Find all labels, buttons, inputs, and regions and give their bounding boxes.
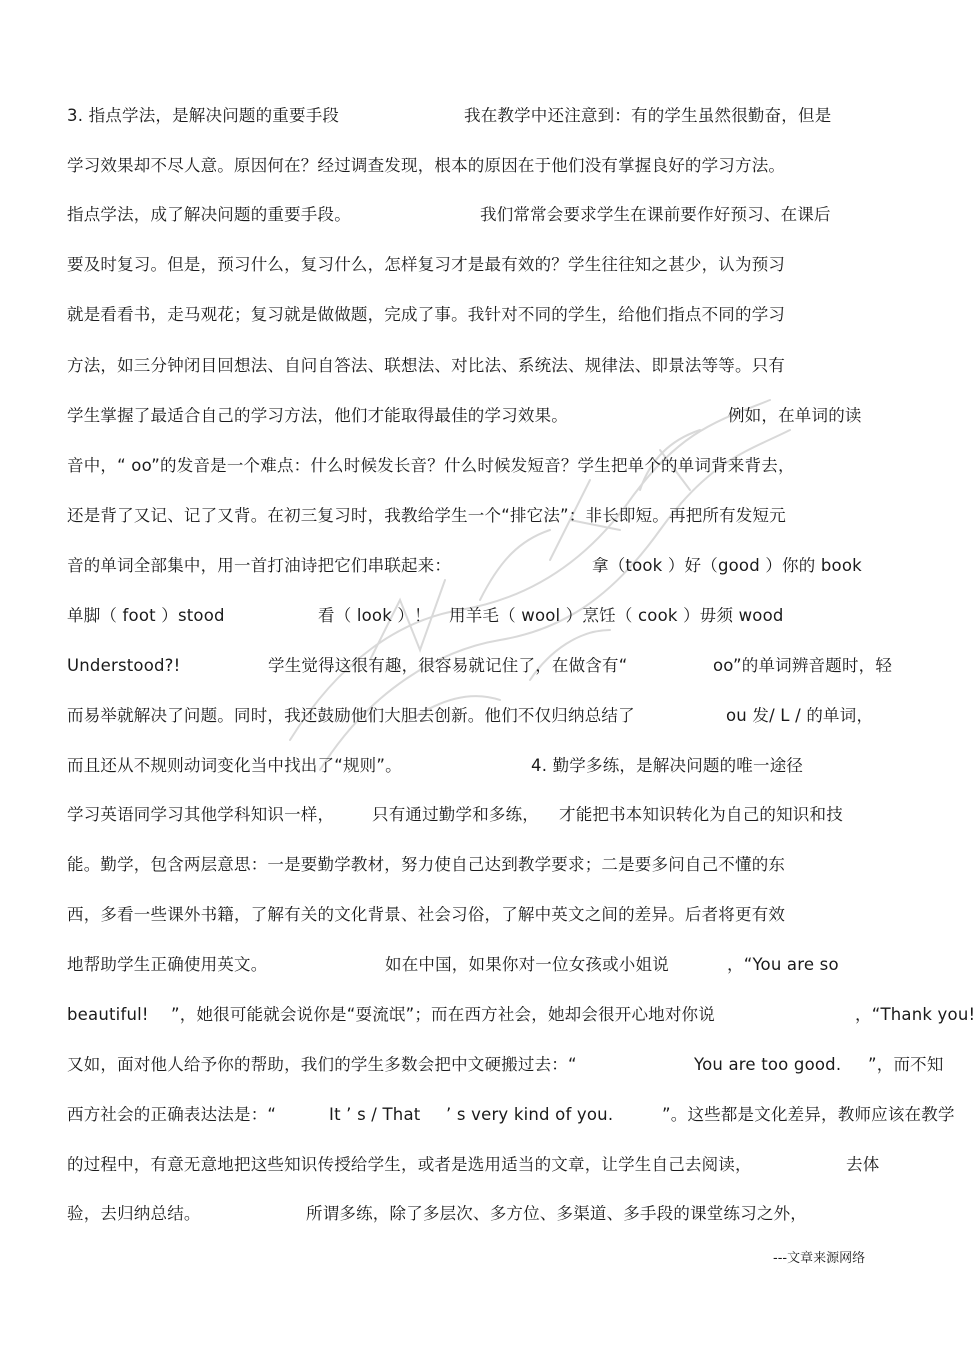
text-segment: 的过程中，有意无意地把这些知识传授给学生，或者是选用适当的文章，让学生自己去阅读， bbox=[67, 1155, 752, 1174]
text-segment: 音的单词全部集中，用一首打油诗把它们串联起来： bbox=[67, 556, 452, 575]
text-segment: 才能把书本知识转化为自己的知识和技 bbox=[559, 805, 843, 824]
poem-line-1: 拿（took ）好（good ）你的 book bbox=[592, 556, 862, 575]
text-segment: oo”的单词辨音题时，轻 bbox=[713, 656, 893, 675]
source-footer: ---文章来源网络 bbox=[773, 1251, 866, 1266]
text-segment: You are too good. bbox=[694, 1055, 842, 1074]
text-segment: 能。勤学，包含两层意思：一是要勤学教材，努力使自己达到教学要求；二是要多问自己不懂的东 bbox=[67, 855, 786, 874]
text-segment: 只有通过勤学和多练， bbox=[372, 805, 539, 824]
text-segment: ，“You are so bbox=[727, 955, 839, 974]
text-segment: 音中，“ oo”的发音是一个难点：什么时候发长音？什么时候发短音？学生把单个的单词背来背去， bbox=[67, 456, 795, 475]
poem-line-3: 看（ look ）！ bbox=[318, 606, 431, 625]
text-segment: 学生掌握了最适合自己的学习方法，他们才能取得最佳的学习效果。 bbox=[67, 406, 568, 425]
text-segment: 去体 bbox=[846, 1155, 880, 1174]
text-segment: 所谓多练，除了多层次、多方位、多渠道、多手段的课堂练习之外， bbox=[306, 1204, 807, 1223]
text-segment: 西，多看一些课外书籍，了解有关的文化背景、社会习俗，了解中英文之间的差异。后者将更有效 bbox=[67, 905, 786, 924]
text-segment: It ’ s / That bbox=[329, 1105, 421, 1124]
text-segment: 如在中国，如果你对一位女孩或小姐说 bbox=[385, 955, 669, 974]
text-segment: 我们常常会要求学生在课前要作好预习、在课后 bbox=[480, 205, 831, 224]
text-segment: 而且还从不规则动词变化当中找出了“规则”。 bbox=[67, 756, 402, 775]
text-segment: ”，她很可能就会说你是“耍流氓”；而在西方社会，她却会很开心地对你说 bbox=[171, 1005, 715, 1024]
text-segment: ”，而不知 bbox=[868, 1055, 944, 1074]
text-segment: ，“Thank you! bbox=[855, 1005, 975, 1024]
text-segment: 学习英语同学习其他学科知识一样， bbox=[67, 805, 335, 824]
text-segment: beautiful! bbox=[67, 1005, 149, 1024]
text-segment: 就是看看书，走马观花；复习就是做做题，完成了事。我针对不同的学生，给他们指点不同的学习 bbox=[67, 305, 786, 324]
text-segment: 学习效果却不尽人意。原因何在？经过调查发现，根本的原因在于他们没有掌握良好的学习方法。 bbox=[67, 156, 786, 175]
text-segment: 西方社会的正确表达法是：“ bbox=[67, 1105, 277, 1124]
text-segment: 要及时复习。但是，预习什么，复习什么，怎样复习才是最有效的？学生往往知之甚少，认为预习 bbox=[67, 255, 786, 274]
poem-line-4: 用羊毛（ wool ）烹饪（ cook ）毋须 wood bbox=[449, 606, 784, 625]
text-segment: ou 发/ L / 的单词， bbox=[726, 706, 874, 725]
text-segment: 方法，如三分钟闭目回想法、自问自答法、联想法、对比法、系统法、规律法、即景法等等。只有 bbox=[67, 356, 786, 375]
text-segment: 而易举就解决了问题。同时，我还鼓励他们大胆去创新。他们不仅归纳总结了 bbox=[67, 706, 635, 725]
text-segment: 地帮助学生正确使用英文。 bbox=[67, 955, 268, 974]
text-segment: 验，去归纳总结。 bbox=[67, 1204, 201, 1223]
poem-line-2: 单脚（ foot ）stood bbox=[67, 606, 225, 625]
section-heading-4: 4. 勤学多练，是解决问题的唯一途径 bbox=[531, 756, 804, 775]
text-segment: ’ s very kind of you. bbox=[446, 1105, 614, 1124]
text-segment: 指点学法，成了解决问题的重要手段。 bbox=[67, 205, 351, 224]
poem-line-5: Understood?! bbox=[67, 656, 181, 675]
text-segment: 学生觉得这很有趣，很容易就记住了，在做含有“ bbox=[268, 656, 628, 675]
section-heading-3: 3. 指点学法，是解决问题的重要手段 bbox=[67, 106, 340, 125]
text-segment: ”。这些都是文化差异，教师应该在教学 bbox=[662, 1105, 955, 1124]
text-segment: 又如，面对他人给予你的帮助，我们的学生多数会把中文硬搬过去：“ bbox=[67, 1055, 577, 1074]
text-segment: 例如，在单词的读 bbox=[728, 406, 862, 425]
text-segment: 还是背了又记、记了又背。在初三复习时，我教给学生一个“排它法”：非长即短。再把所有发短元 bbox=[67, 506, 786, 525]
text-segment: 我在教学中还注意到：有的学生虽然很勤奋，但是 bbox=[464, 106, 832, 125]
